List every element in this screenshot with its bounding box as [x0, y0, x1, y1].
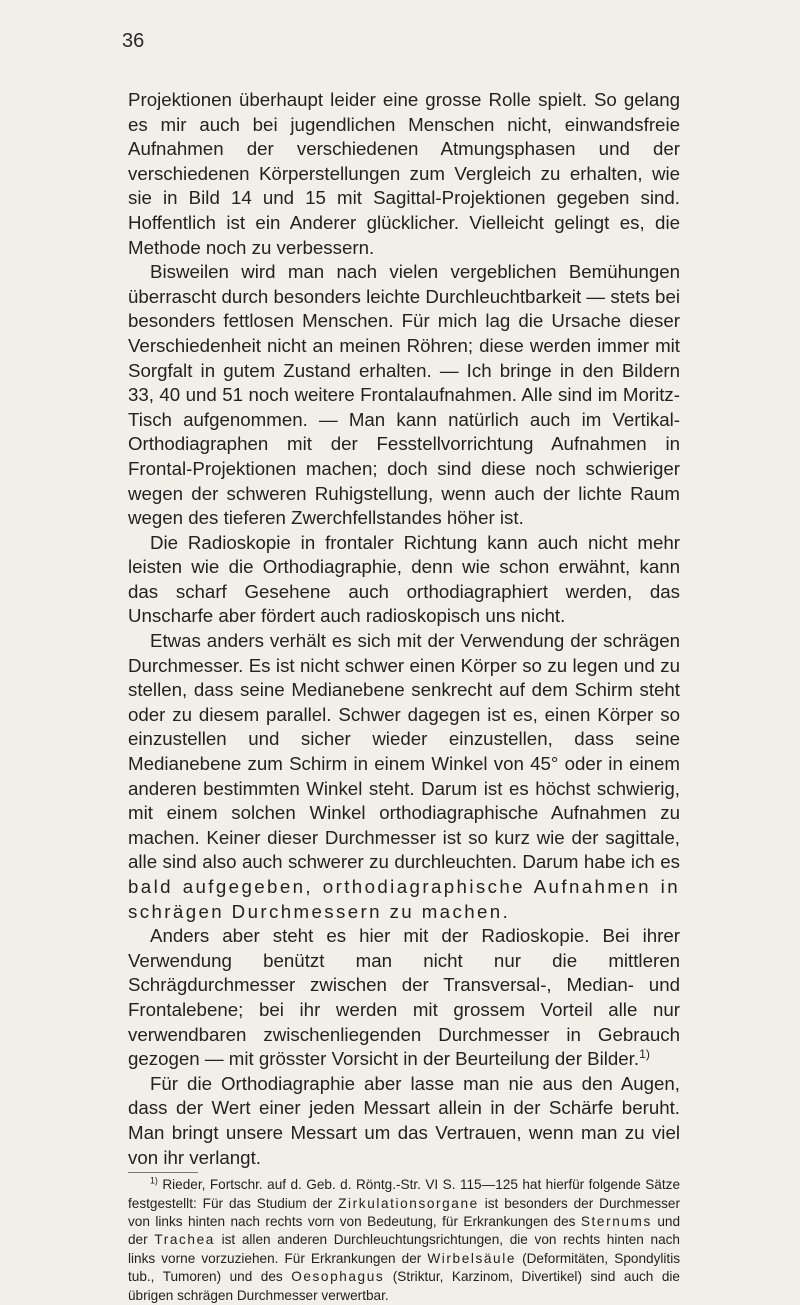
- footnote-text: ist allen anderen Durchleuchtungsrichtungen, die von rechts hinten nach links vorne vorzuziehen. Für Erkrankungen der: [128, 1232, 680, 1266]
- footnote-text: (Striktur, Karzinom, Divertikel) sind auch die übrigen schrägen Durchmesser verwertbar.: [128, 1269, 680, 1303]
- footnote-mark: 1): [150, 1175, 158, 1186]
- footnote-divider: [128, 1172, 198, 1173]
- paragraph-2-text: Bisweilen wird man nach vielen vergeblichen Bemühungen überrascht durch besonders leichte Durchleuchtbarkeit — stets bei besonders fettlosen Menschen. Für mich lag die Ursache dieser Verschiedenheit nicht an meinen Röhren; diese werden immer mit Sorgfalt in gutem Zustand erhalten. — Ich bringe in den Bildern 33, 40 und 51 noch weitere Frontalaufnahmen. Alle sind im Moritz-Tisch aufgenommen. — Man kann natürlich auch im Vertikal-Orthodiagraphen mit der Fesstellvorrichtung Aufnahmen in Frontal-Projektionen machen; doch sind diese noch schwieriger wegen der schweren Ruhigstellung, wenn auch der lichte Raum wegen des tieferen Zwerchfellstandes höher ist.: [128, 261, 680, 529]
- paragraph-3-text: Die Radioskopie in frontaler Richtung kann auch nicht mehr leisten wie die Orthodiagraphie, denn wie schon erwähnt, kann das scharf Gesehene auch orthodiagraphiert werden, das Unscharfe aber fördert auch radioskopisch uns nicht.: [128, 531, 680, 627]
- paragraph-1: [128, 88, 680, 260]
- footnote-text: Rieder, Fortschr. auf d. Geb. d. Röntg.-Str. VI S. 115—125 hat hierfür folgende Sätze festgestellt: Für das Studium der: [128, 1177, 681, 1211]
- body-text: [128, 88, 680, 1305]
- paragraph-3: [128, 531, 680, 629]
- footnote-emphasis: Zirkulationsorgane: [338, 1195, 479, 1211]
- footnote-reference: 1): [639, 1046, 650, 1061]
- footnote-text: ist besonders der Durchmesser von links hinten nach rechts vorn von Bedeutung, für Erkrankungen des: [128, 1195, 680, 1229]
- paragraph-1-text: Projektionen überhaupt leider eine grosse Rolle spielt. So gelang es mir auch bei jugendlichen Menschen nicht, einwandsfreie Aufnahmen der verschiedenen Atmungsphasen und der verschiedenen Körperstellungen zum Vergleich zu erhalten, wie sie in Bild 14 und 15 mit Sagittal-Projektionen gegeben sind. Hoffentlich ist ein Anderer glücklicher. Vielleicht gelingt es, die Methode noch zu verbessern.: [128, 89, 680, 258]
- emphasized-text: bald aufgegeben, orthodiagraphische Aufnahmen in schrägen Durchmessern zu machen.: [128, 876, 680, 922]
- footnote-area: [128, 1172, 680, 1305]
- paragraph-4: [128, 629, 680, 924]
- paragraph-6-text: Für die Orthodiagraphie aber lasse man nie aus den Augen, dass der Wert einer jeden Messart allein in der Schärfe beruht. Man bringt unsere Messart um das Vertrauen, wenn man zu viel von ihr verlangt.: [128, 1072, 680, 1168]
- footnote-emphasis: Sternums: [580, 1213, 652, 1229]
- footnote: [128, 1176, 680, 1305]
- page-number: 36: [122, 30, 145, 52]
- footnote-emphasis: Trachea: [154, 1232, 215, 1248]
- footnote-emphasis: Oesophagus: [291, 1269, 385, 1285]
- paragraph-5: [128, 924, 680, 1072]
- footnote-text: und der: [128, 1213, 681, 1248]
- paragraph-4-text: Etwas anders verhält es sich mit der Verwendung der schrägen Durchmesser. Es ist nicht schwer einen Körper so zu legen und zu stellen, dass seine Medianebene senkrecht auf dem Schirm steht oder zu diesem parallel. Schwer dagegen ist es, einen Körper so einzustellen und sicher wieder einzustellen, dass seine Medianebene zum Schirm in einem Winkel von 45° oder in einem anderen bestimmten Winkel steht. Darum ist es höchst schwierig, mit einem solchen Winkel orthodiagraphische Aufnahmen zu machen. Keiner dieser Durchmesser ist so kurz wie der sagittale, alle sind also auch schwerer zu durchleuchten. Darum habe ich es: [128, 630, 680, 873]
- paragraph-6: [128, 1072, 680, 1170]
- footnote-emphasis: Wirbelsäule: [427, 1250, 516, 1266]
- paragraph-5-text: Anders aber steht es hier mit der Radioskopie. Bei ihrer Verwendung benützt man nicht nur die mittleren Schrägdurchmesser zwischen der Transversal-, Median- und Frontalebene; bei ihr werden mit grossem Vorteil alle nur verwendbaren zwischenliegenden Durchmesser in Gebrauch gezogen — mit grösster Vorsicht in der Beurteilung der Bilder.: [128, 925, 680, 1070]
- paragraph-2: [128, 260, 680, 531]
- footnote-text: (Deformitäten, Spondylitis tub., Tumoren) und des: [128, 1250, 681, 1285]
